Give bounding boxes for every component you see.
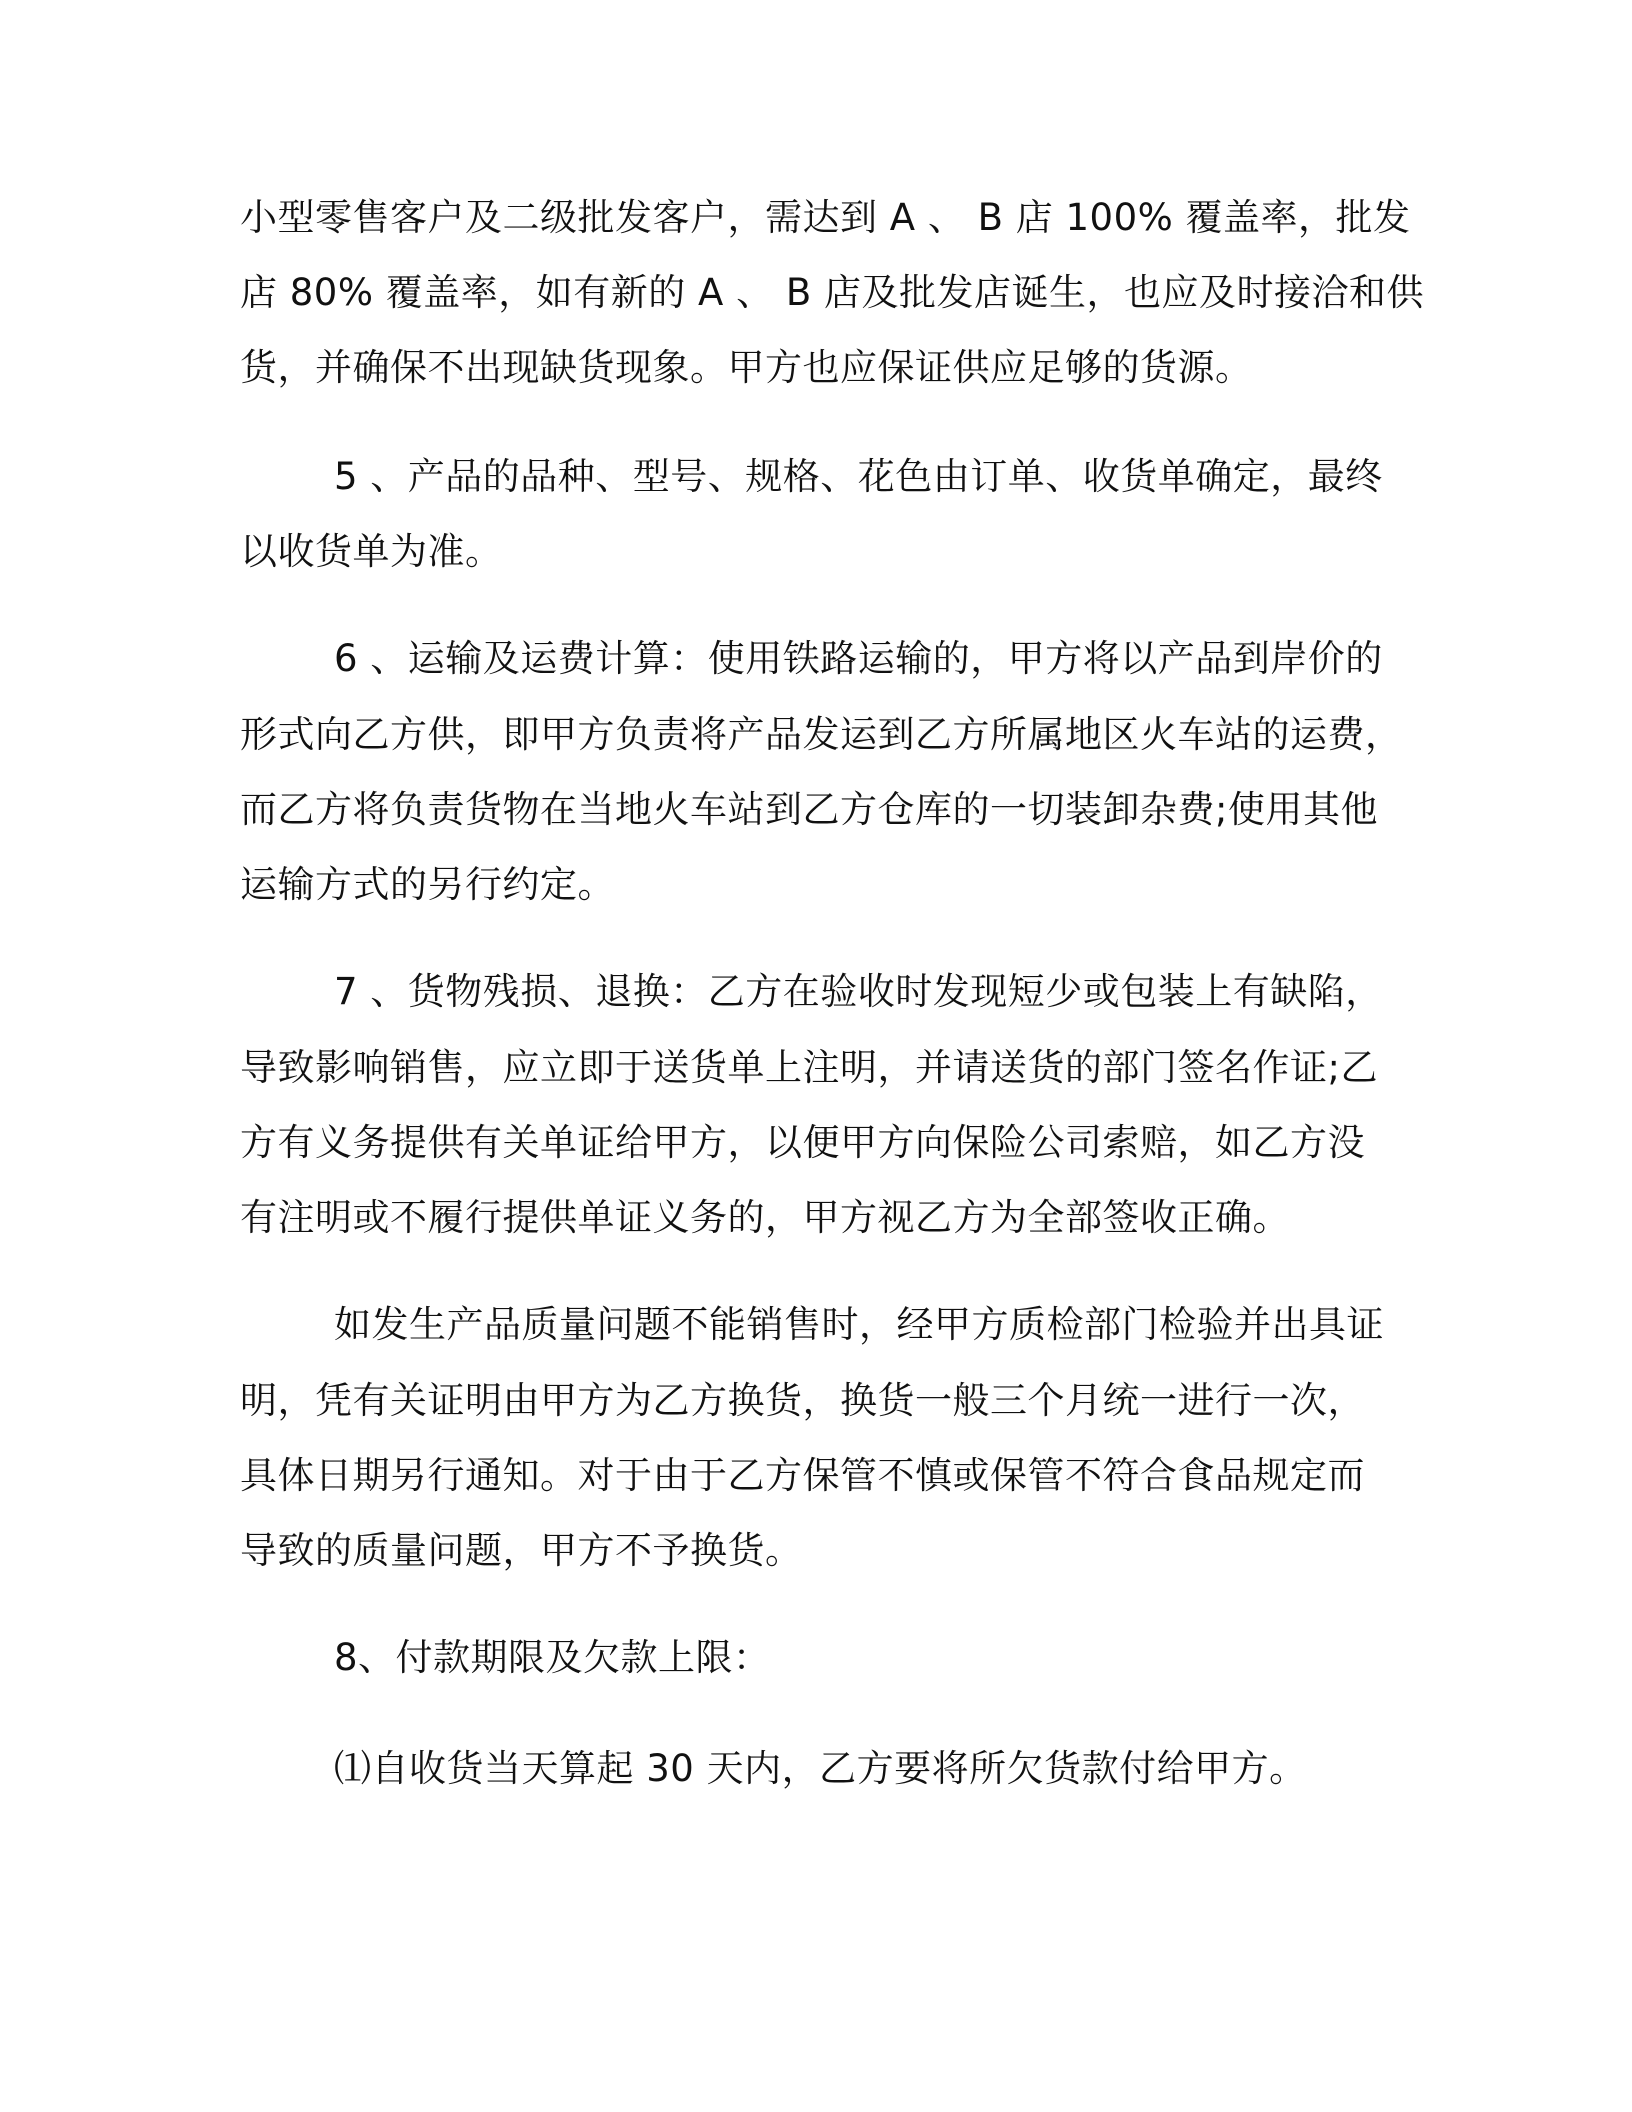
text-line: 形式向乙方供，即甲方负责将产品发运到乙方所属地区火车站的运费， (240, 713, 1403, 756)
text-line: 有注明或不履行提供单证义务的，甲方视乙方为全部签收正确。 (240, 1196, 1290, 1239)
text-line: 小型零售客户及二级批发客户，需达到 A 、 B 店 100% 覆盖率，批发 (240, 196, 1411, 239)
text-line: 如发生产品质量问题不能销售时，经甲方质检部门检验并出具证 (334, 1303, 1384, 1346)
text-line: 8、付款期限及欠款上限： (334, 1636, 771, 1679)
text-line: 货，并确保不出现缺货现象。甲方也应保证供应足够的货源。 (240, 346, 1253, 389)
text-line: 店 80% 覆盖率，如有新的 A 、 B 店及批发店诞生，也应及时接洽和供 (240, 271, 1424, 314)
text-line: ⑴自收货当天算起 30 天内，乙方要将所欠货款付给甲方。 (334, 1747, 1307, 1790)
text-line: 具体日期另行通知。对于由于乙方保管不慎或保管不符合食品规定而 (240, 1454, 1365, 1497)
text-line: 导致的质量问题，甲方不予换货。 (240, 1529, 803, 1572)
text-line: 7 、货物残损、退换：乙方在验收时发现短少或包装上有缺陷， (334, 970, 1383, 1013)
text-line: 方有义务提供有关单证给甲方，以便甲方向保险公司索赔，如乙方没 (240, 1121, 1365, 1164)
text-line: 而乙方将负责货物在当地火车站到乙方仓库的一切装卸杂费;使用其他 (240, 788, 1378, 831)
text-line: 导致影响销售，应立即于送货单上注明，并请送货的部门签名作证;乙 (240, 1046, 1378, 1089)
text-line: 明，凭有关证明由甲方为乙方换货，换货一般三个月统一进行一次， (240, 1379, 1365, 1422)
text-line: 6 、运输及运费计算：使用铁路运输的，甲方将以产品到岸价的 (334, 637, 1383, 680)
text-line: 运输方式的另行约定。 (240, 863, 615, 906)
text-line: 以收货单为准。 (240, 530, 503, 573)
text-line: 5 、产品的品种、型号、规格、花色由订单、收货单确定，最终 (334, 455, 1383, 498)
